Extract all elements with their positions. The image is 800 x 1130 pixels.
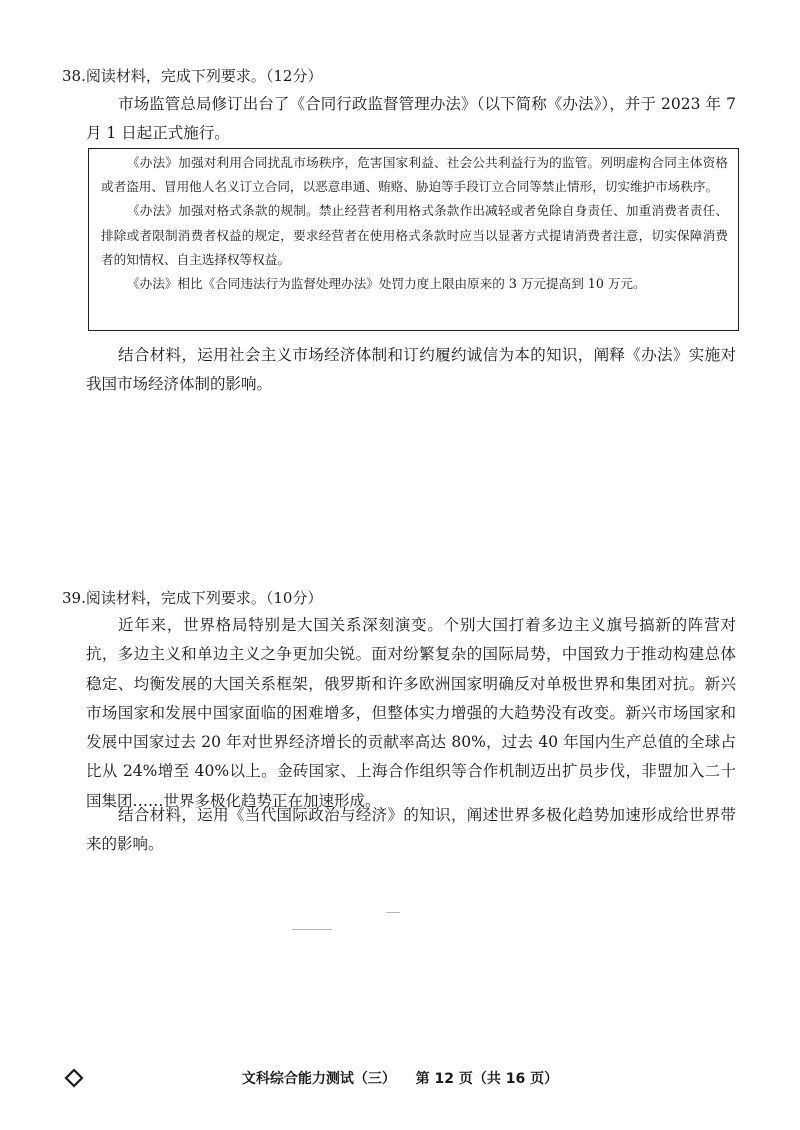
footer-page-number: 第 12 页（共 16 页） <box>415 1071 559 1087</box>
scan-speck <box>386 912 400 913</box>
page-footer <box>0 1069 800 1089</box>
question-38-intro: 市场监管总局修订出台了《合同行政监督管理办法》（以下简称《办法》），并于 2023 年 7 月 1 日起正式施行。 <box>86 95 736 142</box>
question-39-material: 近年来，世界格局特别是大国关系深刻演变。个别大国打着多边主义旗号搞新的阵营对抗，多边主义和单边主义之争更加尖锐。面对纷繁复杂的国际局势，中国致力于推动构建总体稳定、均衡发展的大国关系框架，俄罗斯和许多欧洲国家明确反对单极世界和集团对抗。新兴市场国家和发展中国家面临的困难增多，但整体实力增强的大趋势没有改变。新兴市场国家和发展中国家过去 20 年对世界经济增长的贡献率高达 80%，过去 40 年国内生产总值的全球占比从 24%增至 40%以上。金砖国家、上海合作组织等合作机制迈出扩员步伐，非盟加入二十国集团……世界多极化趋势正在加速形成。 <box>86 616 736 810</box>
question-38-header: 38.阅读材料，完成下列要求。（12分） <box>62 67 323 85</box>
question-38-prompt: 结合材料，运用社会主义市场经济体制和订约履约诚信为本的知识，阐释《办法》实施对我国市场经济体制的影响。 <box>86 346 736 393</box>
footer-title: 文科综合能力测试（三） <box>241 1071 396 1087</box>
material-paragraph: 《办法》加强对利用合同扰乱市场秩序，危害国家利益、社会公共利益行为的监管。列明虚构合同主体资格或者盗用、冒用他人名义订立合同，以恶意串通、贿赂、胁迫等手段订立合同等禁止情形，切实维护市场秩序。 <box>101 155 728 195</box>
question-39-prompt: 结合材料，运用《当代国际政治与经济》的知识，阐述世界多极化趋势加速形成给世界带来的影响。 <box>86 806 736 853</box>
question-39-header: 39.阅读材料，完成下列要求。（10分） <box>62 589 323 607</box>
material-box <box>88 148 739 331</box>
scan-speck <box>292 929 332 930</box>
material-paragraph: 《办法》相比《合同违法行为监督处理办法》处罚力度上限由原来的 3 万元提高到 10 万元。 <box>127 276 646 292</box>
material-paragraph: 《办法》加强对格式条款的规制。禁止经营者利用格式条款作出减轻或者免除自身责任、加重消费者责任、排除或者限制消费者权益的规定，要求经营者在使用格式条款时应当以显著方式提请消费者注意，切实保障消费者的知情权、自主选择权等权益。 <box>101 203 728 267</box>
